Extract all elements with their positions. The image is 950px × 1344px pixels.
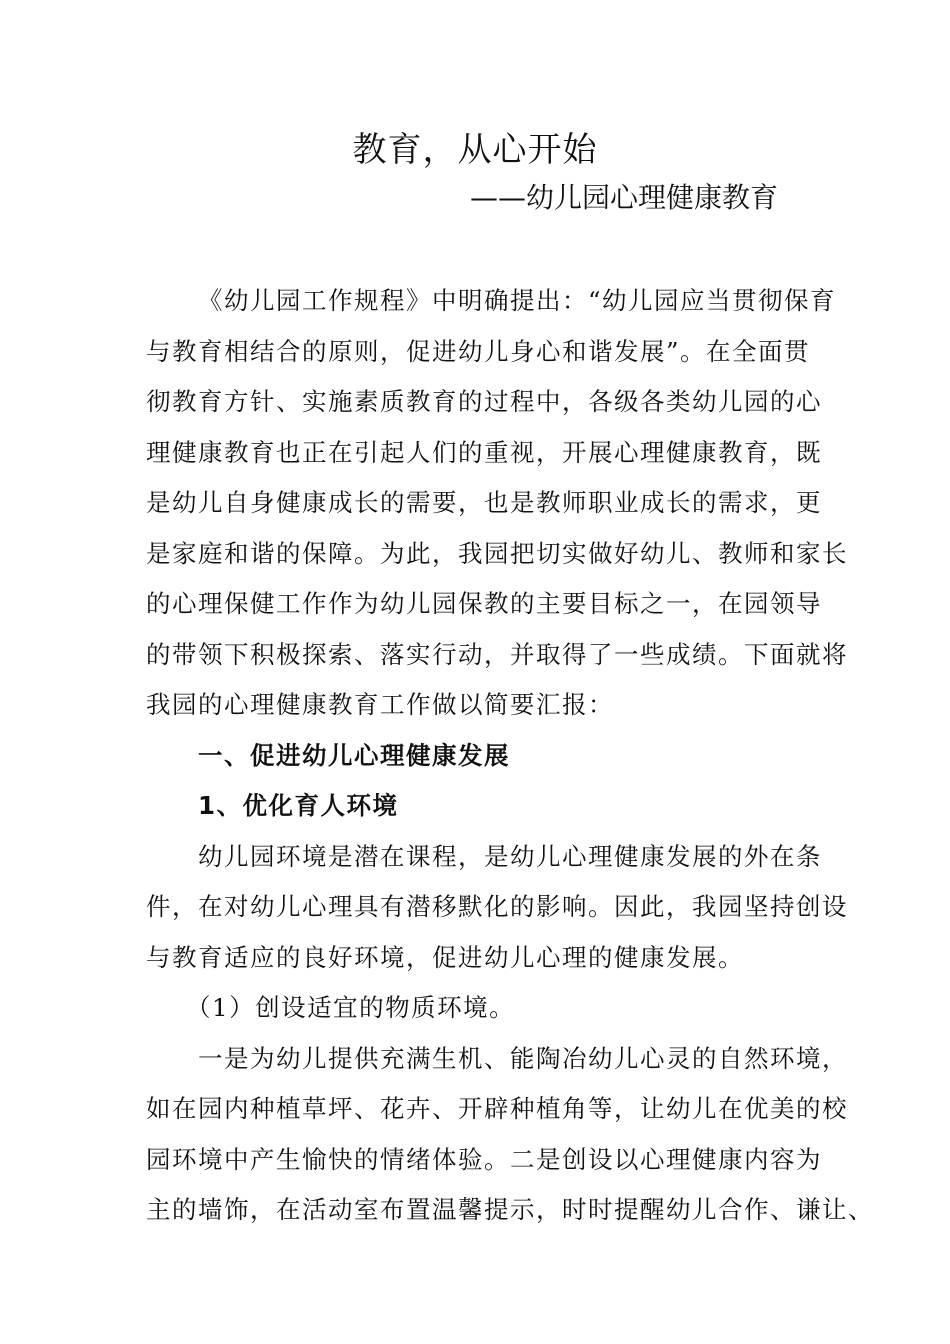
paragraph-line: 件，在对幼儿心理具有潜移默化的影响。因此，我园坚持创设 — [146, 892, 848, 921]
paragraph-line: 幼儿园环境是潜在课程，是幼儿心理健康发展的外在条 — [198, 841, 822, 871]
document-body — [146, 276, 874, 1236]
paragraph-line: 我园的心理健康教育工作做以简要汇报： — [146, 690, 614, 719]
document-title: 教育，从心开始 — [352, 130, 598, 170]
paragraph-line: 如在园内种植草坪、花卉、开辟种植角等，让幼儿在优美的校 — [146, 1094, 848, 1123]
document-subtitle: ——幼儿园心理健康教育 — [469, 181, 778, 214]
list-item-heading: （1）创设适宜的物质环境。 — [186, 993, 516, 1022]
paragraph-line: 主的墙饰，在活动室布置温馨提示，时时提醒幼儿合作、谦让、 — [146, 1195, 874, 1224]
paragraph-line: 一是为幼儿提供充满生机、能陶冶幼儿心灵的自然环境， — [198, 1043, 848, 1073]
section-heading: 一、促进幼儿心理健康发展 — [198, 740, 510, 770]
paragraph-line: 与教育相结合的原则，促进幼儿身心和谐发展”。在全面贯 — [146, 336, 811, 366]
subsection-heading: 1、优化育人环境 — [198, 791, 399, 820]
paragraph-line: 彻教育方针、实施素质教育的过程中，各级各类幼儿园的心 — [146, 387, 822, 416]
paragraph-line: 理健康教育也正在引起人们的重视，开展心理健康教育，既 — [146, 437, 822, 467]
paragraph-line: 《幼儿园工作规程》中明确提出：“幼儿园应当贯彻保育 — [198, 286, 837, 315]
paragraph-line: 是家庭和谐的保障。为此，我园把切实做好幼儿、教师和家长 — [146, 538, 848, 568]
paragraph-line: 是幼儿自身健康成长的需要，也是教师职业成长的需求，更 — [146, 488, 822, 517]
paragraph-line: 的心理保健工作作为幼儿园保教的主要目标之一，在园领导 — [146, 589, 822, 618]
paragraph-line: 与教育适应的良好环境，促进幼儿心理的健康发展。 — [146, 942, 744, 972]
paragraph-line: 园环境中产生愉快的情绪体验。二是创设以心理健康内容为 — [146, 1144, 822, 1174]
paragraph-line: 的带领下积极探索、落实行动，并取得了一些成绩。下面就将 — [146, 639, 848, 669]
